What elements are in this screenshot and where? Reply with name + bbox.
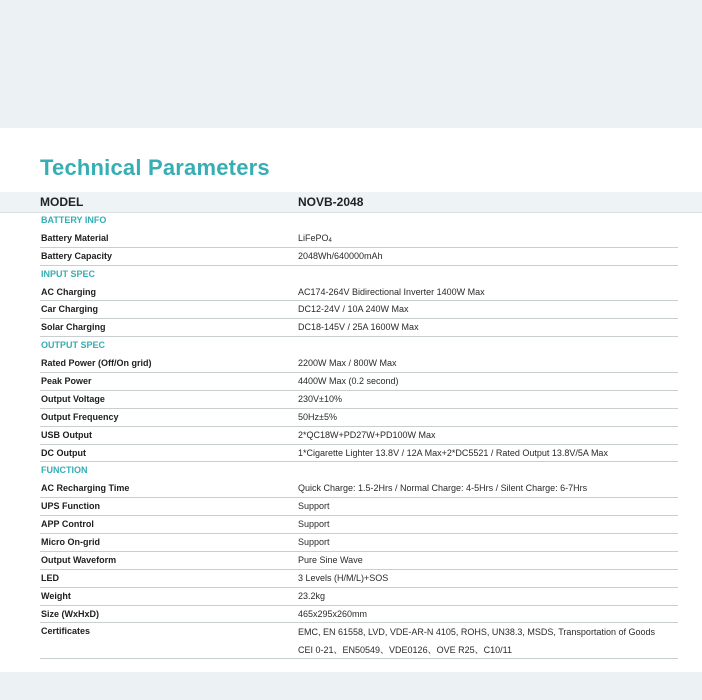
table-row bbox=[40, 319, 678, 337]
parameter-value-line-2: CEI 0-21、EN50549、VDE0126、OVE R25、C10/11 bbox=[298, 645, 512, 656]
parameter-label: Peak Power bbox=[41, 376, 92, 387]
parameter-label: AC Recharging Time bbox=[41, 483, 130, 494]
parameter-label: UPS Function bbox=[41, 501, 100, 512]
parameter-value-text: 4400W Max (0.2 second) bbox=[298, 376, 399, 387]
parameter-value bbox=[298, 537, 330, 547]
parameter-label: LED bbox=[41, 572, 59, 583]
parameter-label: Size (WxHxD) bbox=[41, 608, 100, 619]
model-label: MODEL bbox=[40, 195, 84, 209]
table-row bbox=[40, 373, 678, 391]
parameter-label: Micro On-grid bbox=[41, 537, 100, 548]
parameter-label: Car Charging bbox=[41, 304, 99, 315]
parameter-label: DC Output bbox=[41, 447, 86, 458]
parameter-label: Rated Power (Off/On grid) bbox=[41, 358, 152, 369]
table-row bbox=[40, 498, 678, 516]
parameters-table bbox=[40, 212, 678, 659]
parameter-value-text: Pure Sine Wave bbox=[298, 554, 363, 565]
parameter-value-text: 465x295x260mm bbox=[298, 608, 368, 619]
parameter-value bbox=[298, 591, 325, 601]
parameter-value-text: 2*QC18W+PD27W+PD100W Max bbox=[298, 429, 436, 440]
parameter-value bbox=[298, 430, 436, 440]
table-row bbox=[40, 284, 678, 302]
parameter-value bbox=[298, 376, 399, 386]
parameter-value-text: DC18-145V / 25A 1600W Max bbox=[298, 322, 419, 333]
table-row bbox=[40, 355, 678, 373]
parameter-value-text: Support bbox=[298, 501, 330, 512]
section-header bbox=[40, 212, 678, 230]
parameter-label: USB Output bbox=[41, 429, 92, 440]
parameter-label: Battery Material bbox=[41, 232, 109, 243]
model-header-row bbox=[0, 192, 702, 213]
parameter-value-text: LiFePO bbox=[298, 232, 329, 243]
parameter-value-text: DC12-24V / 10A 240W Max bbox=[298, 304, 409, 315]
table-row bbox=[40, 623, 678, 659]
parameter-value-text: 3 Levels (H/M/L)+SOS bbox=[298, 572, 389, 583]
parameter-value-text: 2048Wh/640000mAh bbox=[298, 250, 383, 261]
parameter-value bbox=[298, 448, 608, 458]
parameter-value-text: 23.2kg bbox=[298, 590, 326, 601]
parameter-value bbox=[298, 573, 388, 583]
parameter-value-text: 230V±10% bbox=[298, 393, 342, 404]
table-row bbox=[40, 588, 678, 606]
table-row bbox=[40, 301, 678, 319]
parameter-label: Output Frequency bbox=[41, 411, 119, 422]
parameter-value-text: 1*Cigarette Lighter 13.8V / 12A Max+2*DC5521 / Rated Output 13.8V/5A Max bbox=[298, 447, 608, 458]
parameter-label: Solar Charging bbox=[41, 322, 106, 333]
section-label: BATTERY INFO bbox=[41, 215, 107, 225]
table-row bbox=[40, 427, 678, 445]
parameter-value-text: AC174-264V Bidirectional Inverter 1400W Max bbox=[298, 286, 485, 297]
table-row bbox=[40, 391, 678, 409]
table-row bbox=[40, 552, 678, 570]
model-value: NOVB-2048 bbox=[298, 195, 364, 209]
parameter-value bbox=[298, 233, 332, 244]
section-label: INPUT SPEC bbox=[41, 268, 96, 279]
section-header bbox=[40, 462, 678, 480]
parameter-value-text: Support bbox=[298, 537, 330, 548]
section-header bbox=[40, 337, 678, 355]
parameter-value bbox=[298, 412, 337, 422]
table-row bbox=[40, 516, 678, 534]
parameter-value-text: EMC, EN 61558, LVD, VDE-AR-N 4105, ROHS, UN38.3, MSDS, Transportation of Goods bbox=[298, 627, 655, 638]
parameter-value-text: 2200W Max / 800W Max bbox=[298, 358, 397, 369]
parameter-value bbox=[298, 287, 485, 297]
parameter-value-text: Support bbox=[298, 519, 330, 530]
parameter-value bbox=[298, 358, 397, 368]
parameter-value bbox=[298, 623, 655, 659]
table-row bbox=[40, 445, 678, 463]
parameter-value bbox=[298, 483, 587, 493]
parameter-value bbox=[298, 501, 330, 511]
parameter-label: Certificates bbox=[41, 626, 91, 637]
parameter-value bbox=[298, 304, 409, 314]
page-title: Technical Parameters bbox=[40, 155, 270, 180]
parameter-label: Battery Capacity bbox=[41, 250, 113, 261]
parameter-value bbox=[298, 322, 419, 332]
parameter-value-subscript: 4 bbox=[328, 237, 332, 244]
table-row bbox=[40, 570, 678, 588]
parameter-value bbox=[298, 609, 367, 619]
parameter-label: Output Waveform bbox=[41, 554, 117, 565]
parameter-label: Output Voltage bbox=[41, 393, 105, 404]
table-row bbox=[40, 606, 678, 624]
table-row bbox=[40, 248, 678, 266]
bottom-background-band bbox=[0, 672, 702, 700]
table-row bbox=[40, 409, 678, 427]
table-row bbox=[40, 480, 678, 498]
parameter-label: APP Control bbox=[41, 519, 94, 530]
parameter-value bbox=[298, 394, 342, 404]
parameter-label: Weight bbox=[41, 590, 71, 601]
top-background-band bbox=[0, 0, 702, 128]
section-header bbox=[40, 266, 678, 284]
parameter-value bbox=[298, 251, 383, 261]
parameter-label: AC Charging bbox=[41, 286, 96, 297]
parameter-value bbox=[298, 519, 330, 529]
section-label: OUTPUT SPEC bbox=[41, 340, 106, 351]
parameter-value-text: Quick Charge: 1.5-2Hrs / Normal Charge: 4-5Hrs / Silent Charge: 6-7Hrs bbox=[298, 483, 588, 494]
table-row bbox=[40, 230, 678, 248]
table-row bbox=[40, 534, 678, 552]
parameter-value bbox=[298, 555, 363, 565]
parameter-value-text: 50Hz±5% bbox=[298, 411, 337, 422]
section-label: FUNCTION bbox=[41, 465, 88, 476]
